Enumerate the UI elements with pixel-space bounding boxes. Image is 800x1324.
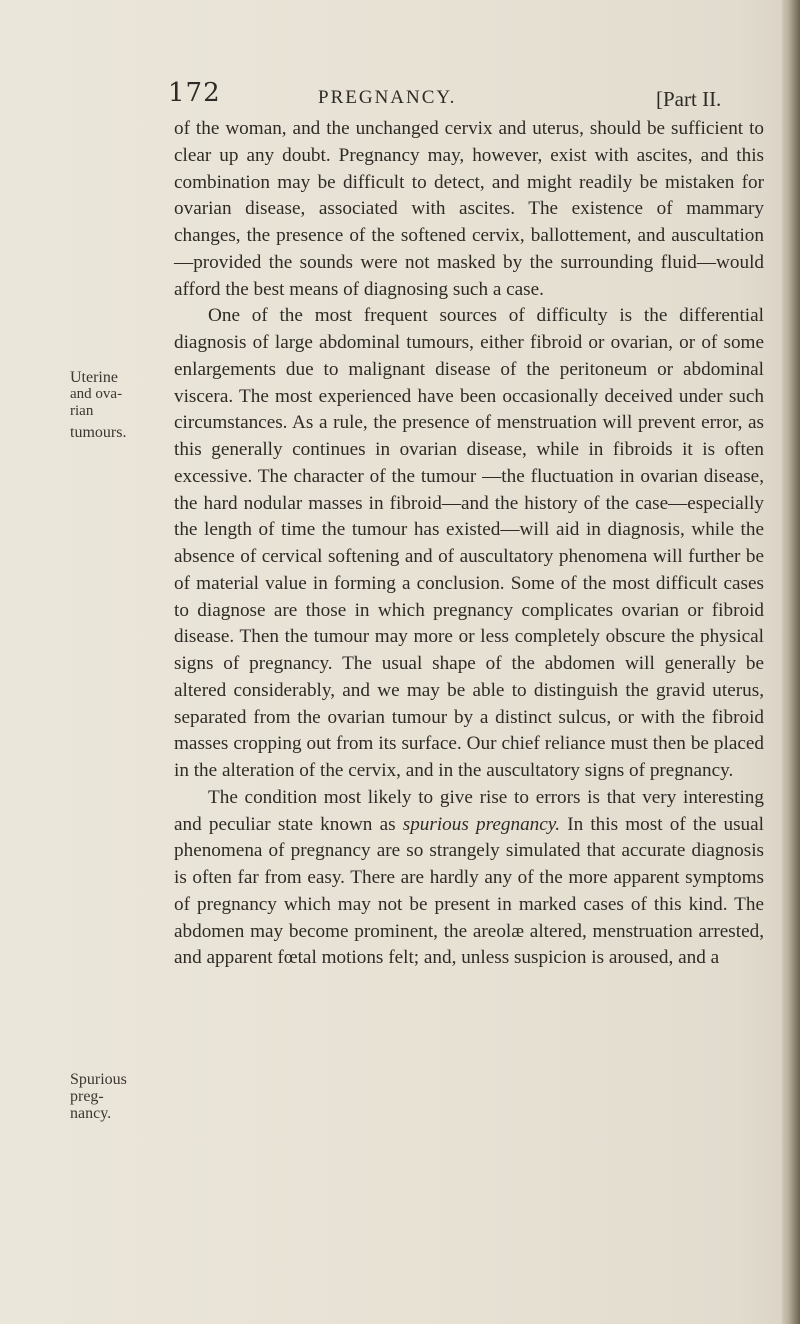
page-edge-shadow [782, 0, 800, 1324]
paragraph-ascites: of the woman, and the unchanged cervix and uterus, should be sufficient to clear up any doubt. Pregnancy may, however, exist with ascites, and this combination may be difficult to detect, and might readily be mistaken for ovarian disease, associated with ascites. The existence of mammary changes, the presence of the softened cervix, ballottement, and auscultation—provided the sounds were not masked by the surrounding fluid—would afford the best means of diagnosing such a case. [174, 118, 764, 300]
side-note-line: Uterine [70, 369, 118, 386]
paragraph-spurious-pregnancy [174, 785, 764, 972]
paragraph-text: In this most of the usual phenomena of pregnancy are so strangely simulated that accurate diagnosis is often far from easy. There are hardly any of the more apparent symptoms of pregnancy which may not be present in marked cases of this kind. The abdomen may become prominent, the areolæ altered, menstruation arrested, and apparent fœtal motions felt; and, unless suspicion is aroused, and a [174, 813, 765, 969]
part-reference: [Part II. [656, 87, 722, 111]
side-note-line: tumours. [70, 424, 127, 441]
side-note-line: rian [70, 403, 94, 419]
paragraph-text: The condition most likely to give rise to errors is that very interesting and peculiar state known as [174, 786, 764, 835]
side-note-line: Spurious [70, 1071, 127, 1088]
paragraph-abdominal-tumours: One of the most frequent sources of difficulty is the differential diagnosis of large abdominal tumours, either fibroid or ovarian, or of some enlargements due to malignant disease of the peritoneum or abdominal viscera. The most experienced have been occasionally deceived under such circumstances. As a rule, the presence of menstruation will prevent error, as this generally continues in ovarian disease, while in fibroids it is often excessive. The character of the tumour —the fluctuation in ovarian disease, the hard nodular masses in fibroid—and the history of the case—especially the length of time the tumour has existed—will aid in diagnosis, while the absence of cervical softening and of auscultatory phenomena will further be of material value in forming a conclusion. Some of the most difficult cases to diagnose are those in which pregnancy complicates ovarian or fibroid disease. Then the tumour may more or less completely obscure the physical signs of pregnancy. The usual shape of the abdomen will generally be altered considerably, and we may be able to distinguish the gravid uterus, separated from the ovarian tumour by a distinct sulcus, or with the fibroid masses cropping out from its surface. Our chief reliance must then be placed in the alteration of the cervix, and in the auscultatory signs of pregnancy. [174, 305, 764, 781]
page-header [0, 78, 800, 114]
page-number: 172 [168, 78, 221, 108]
side-note-line: nancy. [70, 1105, 112, 1122]
side-note-uterine-tumours [70, 369, 170, 441]
side-note-line: and ova- [70, 386, 123, 402]
side-note-line: preg- [70, 1088, 104, 1105]
body-text [174, 116, 764, 972]
running-title: PREGNANCY. [318, 87, 457, 108]
side-note-spurious-pregnancy [70, 1071, 170, 1122]
emphasis-term: spurious pregnancy. [402, 813, 561, 835]
